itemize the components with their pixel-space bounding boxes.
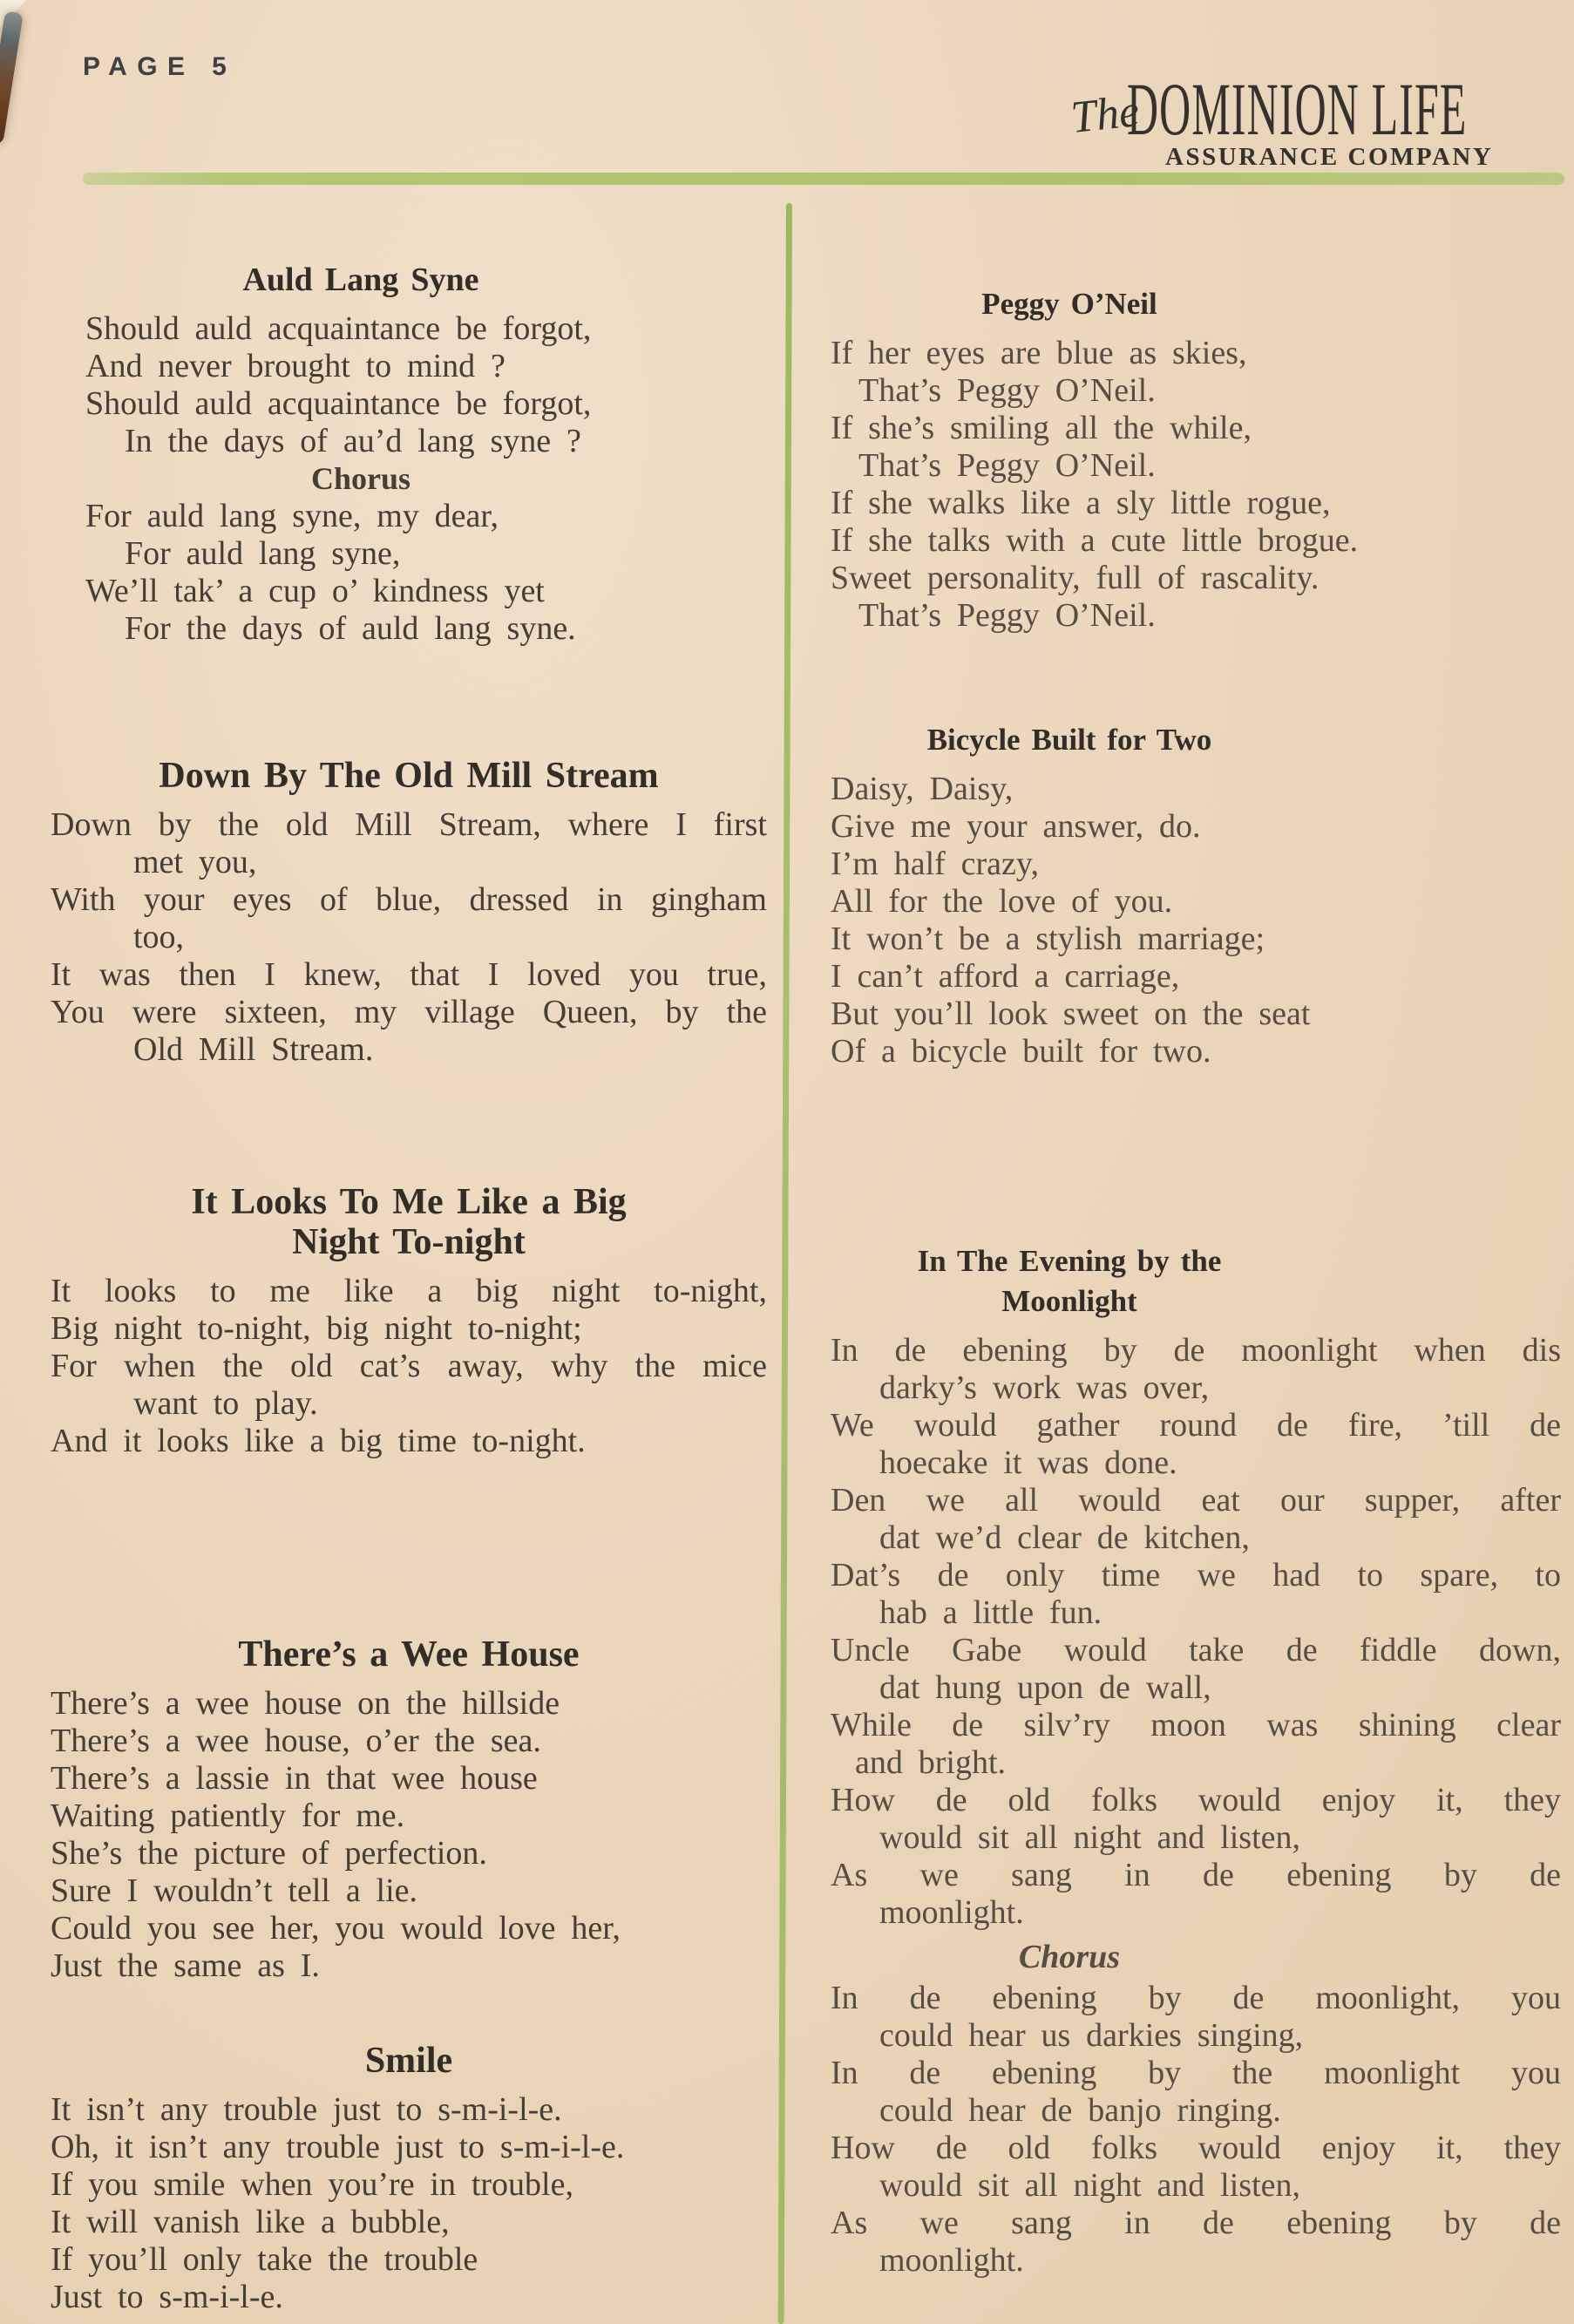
song-title-line: Night To-night: [292, 1222, 526, 1262]
song-title-line: Bicycle Built for Two: [926, 723, 1212, 757]
lyric-line: and bright.: [855, 1744, 1006, 1781]
song-title: [85, 260, 636, 300]
lyric-line: Big night to-night, big night to-night;: [51, 1310, 582, 1347]
lyric-line: It won’t be a stylish marriage;: [831, 921, 1265, 957]
lyric-line: In de ebening by de moonlight, you: [831, 1980, 1561, 2016]
song-it-looks-to-me-like-a-big-night-to-night: [51, 1182, 767, 1460]
lyric-line: How de old folks would enjoy it, they: [831, 2130, 1561, 2166]
lyric-line: Of a bicycle built for two.: [831, 1033, 1211, 1070]
lyric-line: would sit all night and listen,: [879, 2167, 1300, 2204]
lyric-line: could hear de banjo ringing.: [879, 2092, 1281, 2129]
lyric-line: We would gather round de fire, ’till de: [831, 1407, 1561, 1444]
song-bicycle-built-for-two: [831, 720, 1561, 1070]
lyric-line: For the days of auld lang syne.: [125, 610, 576, 647]
lyric-line: There’s a wee house, o’er the sea.: [51, 1723, 541, 1759]
lyric-line: Down by the old Mill Stream, where I first: [51, 806, 767, 843]
chorus-heading: Chorus: [310, 461, 411, 496]
lyric-line: In de ebening by de moonlight when dis: [831, 1332, 1561, 1369]
song-title-line: It Looks To Me Like a Big: [191, 1182, 627, 1222]
lyric-line: moonlight.: [879, 1894, 1024, 1931]
lyric-line: For auld lang syne,: [125, 535, 401, 572]
lyric-line: In de ebening by the moonlight you: [831, 2055, 1561, 2091]
lyric-line: That’s Peggy O’Neil.: [858, 447, 1156, 484]
lyric-line: Should auld acquaintance be forgot,: [85, 385, 592, 422]
logo-company-subtitle: ASSURANCE COMPANY: [1165, 143, 1494, 171]
lyric-line: Uncle Gabe would take de fiddle down,: [831, 1632, 1561, 1668]
song-down-by-the-old-mill-stream: [51, 756, 767, 1069]
lyric-line: Give me your answer, do.: [831, 808, 1201, 845]
song-title: [831, 1241, 1561, 1322]
song-title-line: There’s a Wee House: [238, 1634, 580, 1675]
left-column: [51, 209, 767, 2316]
lyric-line: She’s the picture of perfection.: [51, 1835, 487, 1872]
song-smile: [51, 2041, 767, 2316]
lyric-line: In the days of au’d lang syne ?: [125, 423, 581, 459]
lyric-line: It isn’t any trouble just to s-m-i-l-e.: [51, 2091, 562, 2128]
lyric-line: We’ll tak’ a cup o’ kindness yet: [85, 573, 545, 609]
lyric-line: While de silv’ry moon was shining clear: [831, 1707, 1561, 1743]
lyric-line: That’s Peggy O’Neil.: [858, 597, 1156, 634]
lyric-line: With your eyes of blue, dressed in gingham: [51, 881, 767, 918]
song-theres-a-wee-house: [51, 1634, 767, 1985]
logo-script-the: The: [1069, 86, 1142, 143]
song-peggy-oneil: [831, 284, 1561, 635]
lyric-line: I can’t afford a carriage,: [831, 958, 1180, 995]
lyric-line: moonlight.: [879, 2242, 1024, 2279]
column-divider-rule: [778, 203, 792, 2324]
lyric-line: I’m half crazy,: [831, 846, 1039, 882]
lyric-line: If she’s smiling all the while,: [831, 410, 1252, 446]
lyric-line: There’s a lassie in that wee house: [51, 1760, 538, 1797]
lyric-line: dat hung upon de wall,: [879, 1669, 1211, 1706]
song-title: [831, 720, 1561, 760]
lyric-line: Daisy, Daisy,: [831, 771, 1014, 807]
song-auld-lang-syne: [51, 260, 767, 648]
lyric-line: want to play.: [133, 1385, 318, 1422]
lyric-line: Old Mill Stream.: [133, 1031, 374, 1068]
logo-name-row: [1069, 67, 1495, 151]
lyric-line: You were sixteen, my village Queen, by the: [51, 994, 767, 1030]
song-title-line: Auld Lang Syne: [242, 262, 479, 298]
lyric-line: Should auld acquaintance be forgot,: [85, 310, 592, 347]
lyric-line: It will vanish like a bubble,: [51, 2204, 450, 2240]
song-title-line: Down By The Old Mill Stream: [159, 756, 659, 796]
lyric-line: could hear us darkies singing,: [879, 2017, 1304, 2054]
lyric-line: Den we all would eat our supper, after: [831, 1482, 1561, 1519]
lyric-line: And never brought to mind ?: [85, 348, 505, 384]
lyric-line: would sit all night and listen,: [879, 1819, 1300, 1856]
lyric-line: darky’s work was over,: [879, 1369, 1210, 1406]
song-title-line: Moonlight: [1001, 1284, 1137, 1318]
lyric-line: For auld lang syne, my dear,: [85, 498, 499, 534]
lyric-line: And it looks like a big time to-night.: [51, 1423, 586, 1459]
header-divider-rule: [83, 173, 1564, 185]
lyric-line: If she walks like a sly little rogue,: [831, 485, 1331, 521]
song-title-line: Peggy O’Neil: [981, 287, 1157, 321]
song-in-the-evening-by-the-moonlight: [831, 1241, 1561, 2280]
lyric-line: As we sang in de ebening by de: [831, 1857, 1561, 1893]
lyric-line: If she talks with a cute little brogue.: [831, 522, 1359, 559]
lyric-line: All for the love of you.: [831, 883, 1173, 920]
page-number-label: PAGE 5: [83, 52, 237, 81]
song-title: [51, 1634, 767, 1675]
lyric-line: Sweet personality, full of rascality.: [831, 560, 1320, 596]
song-title: [51, 2041, 767, 2081]
song-title: [51, 756, 767, 796]
lyric-line: met you,: [133, 844, 257, 880]
lyric-line: Just the same as I.: [51, 1947, 320, 1984]
logo-company-name: DOMINION LIFE: [1127, 67, 1468, 151]
song-title: [831, 284, 1561, 324]
lyric-line: It looks to me like a big night to-night,: [51, 1273, 767, 1309]
lyric-line: If her eyes are blue as skies,: [831, 335, 1247, 371]
lyric-line: As we sang in de ebening by de: [831, 2205, 1561, 2241]
lyric-line: Oh, it isn’t any trouble just to s-m-i-l-e.: [51, 2129, 625, 2165]
lyric-line: Sure I wouldn’t tell a lie.: [51, 1872, 418, 1909]
lyric-line: Dat’s de only time we had to spare, to: [831, 1557, 1561, 1594]
lyric-line: It was then I knew, that I loved you true,: [51, 956, 767, 993]
rusty-staple: [0, 10, 24, 144]
lyric-line: Waiting patiently for me.: [51, 1797, 405, 1834]
song-title: [51, 1182, 767, 1262]
lyric-line: How de old folks would enjoy it, they: [831, 1782, 1561, 1818]
lyric-line: That’s Peggy O’Neil.: [858, 372, 1156, 409]
lyric-line: For when the old cat’s away, why the mice: [51, 1348, 767, 1384]
lyric-line: If you smile when you’re in trouble,: [51, 2166, 573, 2203]
lyric-line: Just to s-m-i-l-e.: [51, 2279, 283, 2315]
lyric-line: But you’ll look sweet on the seat: [831, 996, 1311, 1032]
lyric-line: hoecake it was done.: [879, 1444, 1177, 1481]
chorus-heading: Chorus: [1018, 1939, 1121, 1975]
lyric-line: If you’ll only take the trouble: [51, 2241, 478, 2278]
company-logo: [1069, 67, 1495, 172]
song-title-line: Smile: [364, 2041, 453, 2081]
lyric-line: hab a little fun.: [879, 1594, 1102, 1631]
lyric-line: too,: [133, 919, 185, 955]
lyric-line: There’s a wee house on the hillside: [51, 1685, 560, 1722]
lyric-line: Could you see her, you would love her,: [51, 1910, 621, 1947]
song-title-line: In The Evening by the: [917, 1244, 1222, 1278]
lyric-line: dat we’d clear de kitchen,: [879, 1519, 1250, 1556]
right-column: [831, 209, 1561, 2280]
